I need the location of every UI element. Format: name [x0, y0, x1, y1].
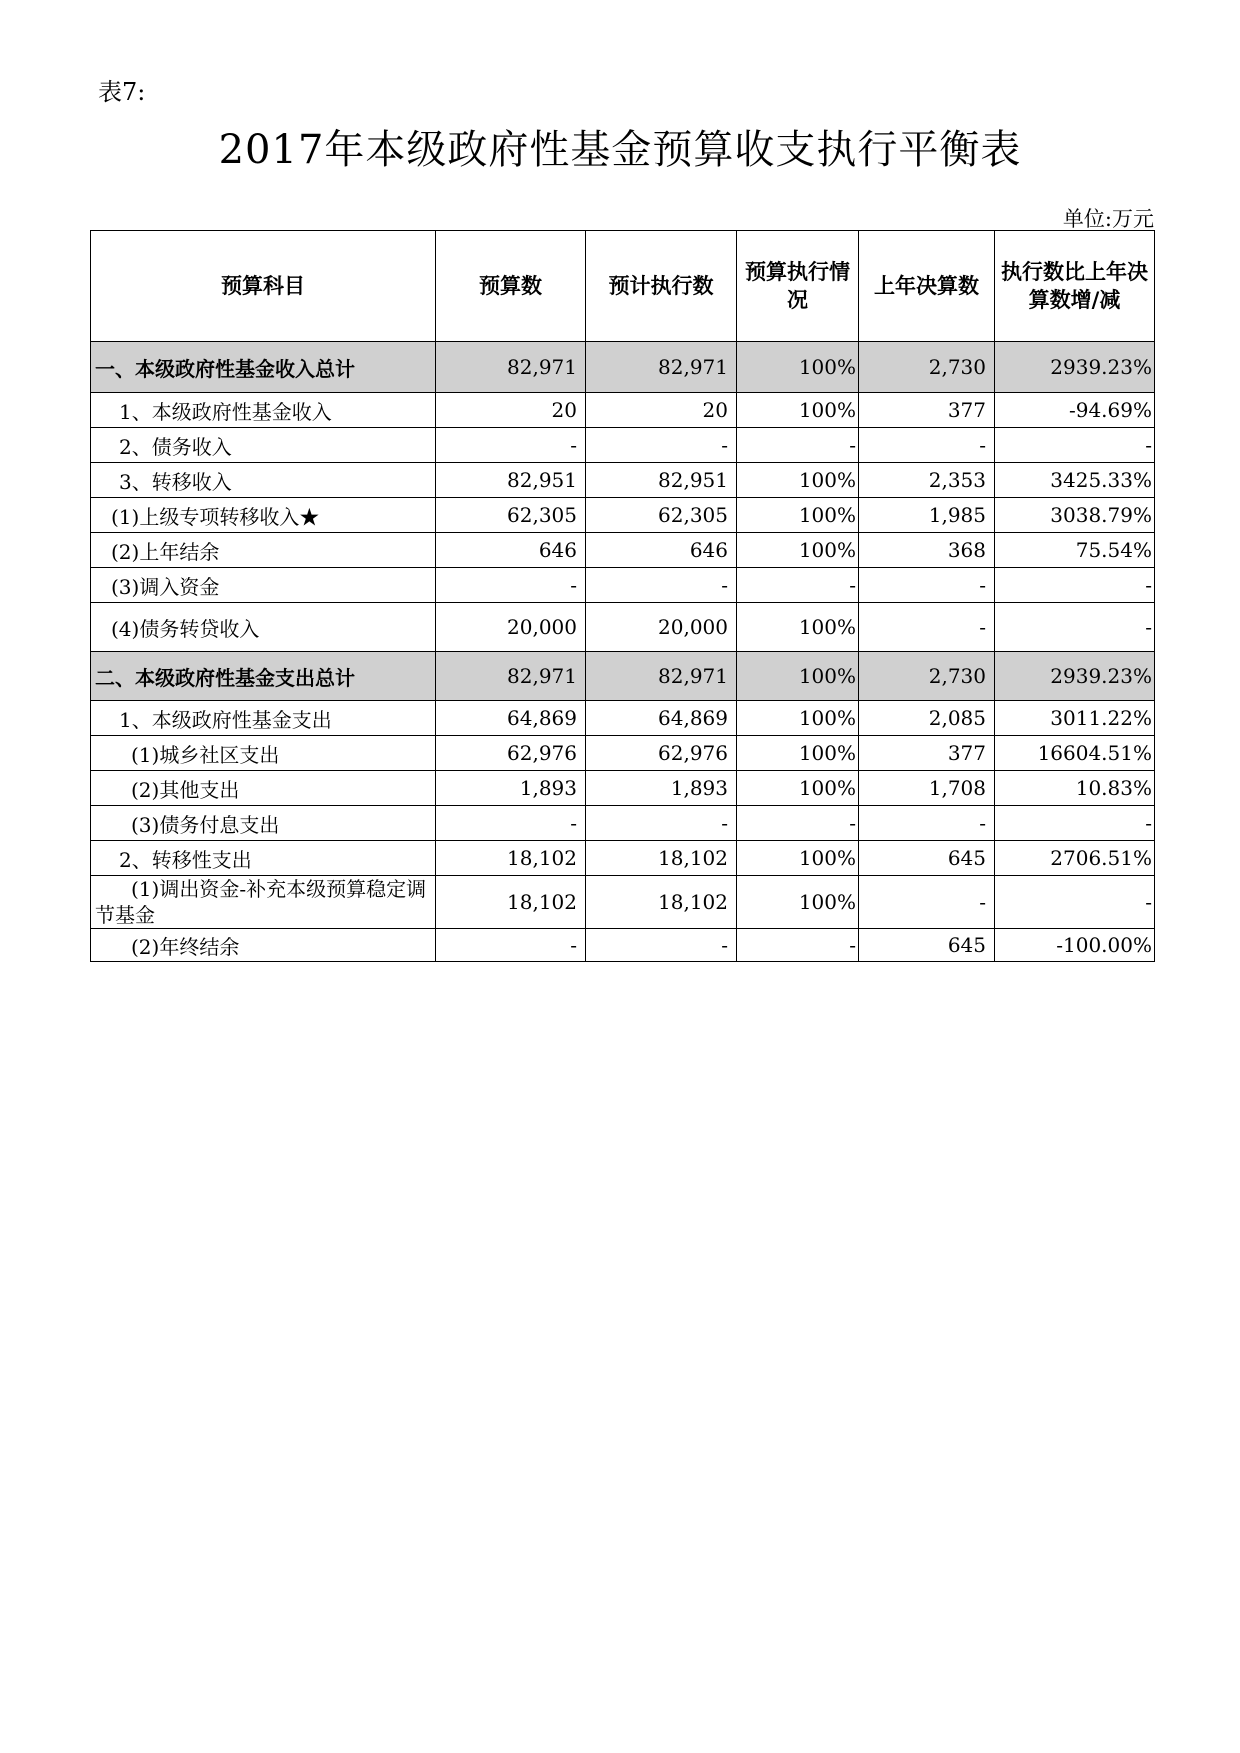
cell-exec-status: 100%	[737, 393, 859, 428]
header-row	[91, 231, 1155, 342]
cell-budget: 646	[436, 533, 586, 568]
row-name: 1、本级政府性基金收入	[91, 393, 436, 428]
cell-last-year: 1,985	[859, 498, 995, 533]
cell-exec-status: 100%	[737, 841, 859, 876]
cell-expected: -	[586, 568, 737, 603]
row-name: 2、债务收入	[91, 428, 436, 463]
cell-last-year: 2,353	[859, 463, 995, 498]
table-row	[91, 876, 1155, 929]
cell-exec-status: -	[737, 929, 859, 962]
row-name: (2)其他支出	[91, 771, 436, 806]
cell-last-year: 645	[859, 929, 995, 962]
table-row	[91, 533, 1155, 568]
row-name: (4)债务转贷收入	[91, 603, 436, 652]
cell-change: 2939.23%	[995, 342, 1155, 393]
cell-budget: 62,305	[436, 498, 586, 533]
cell-exec-status: 100%	[737, 771, 859, 806]
cell-change: 3425.33%	[995, 463, 1155, 498]
cell-change: 75.54%	[995, 533, 1155, 568]
header-item: 预算科目	[91, 231, 436, 342]
cell-exec-status: 100%	[737, 652, 859, 701]
cell-budget: 20	[436, 393, 586, 428]
cell-expected: -	[586, 428, 737, 463]
cell-budget: 1,893	[436, 771, 586, 806]
cell-last-year: -	[859, 806, 995, 841]
cell-last-year: 368	[859, 533, 995, 568]
cell-change: -	[995, 428, 1155, 463]
cell-exec-status: 100%	[737, 463, 859, 498]
cell-budget: 18,102	[436, 841, 586, 876]
header-expected: 预计执行数	[586, 231, 737, 342]
cell-change: 10.83%	[995, 771, 1155, 806]
cell-expected: -	[586, 806, 737, 841]
cell-expected: 64,869	[586, 701, 737, 736]
table-row	[91, 929, 1155, 962]
cell-change: -	[995, 568, 1155, 603]
row-name: (2)年终结余	[91, 929, 436, 962]
table-row	[91, 568, 1155, 603]
cell-budget: 82,971	[436, 652, 586, 701]
cell-last-year: -	[859, 876, 995, 929]
row-name: 一、本级政府性基金收入总计	[91, 342, 436, 393]
cell-exec-status: 100%	[737, 736, 859, 771]
cell-change: 2706.51%	[995, 841, 1155, 876]
table-row	[91, 841, 1155, 876]
cell-budget: -	[436, 929, 586, 962]
row-name: (1)上级专项转移收入★	[91, 498, 436, 533]
row-name: (2)上年结余	[91, 533, 436, 568]
cell-exec-status: 100%	[737, 342, 859, 393]
table-row	[91, 652, 1155, 701]
cell-budget: 18,102	[436, 876, 586, 929]
cell-change: -94.69%	[995, 393, 1155, 428]
cell-budget: -	[436, 806, 586, 841]
cell-expected: 1,893	[586, 771, 737, 806]
cell-budget: -	[436, 428, 586, 463]
cell-expected: 20,000	[586, 603, 737, 652]
header-last-year: 上年决算数	[859, 231, 995, 342]
cell-expected: 62,976	[586, 736, 737, 771]
cell-last-year: 645	[859, 841, 995, 876]
cell-expected: 18,102	[586, 876, 737, 929]
budget-table	[90, 230, 1155, 962]
cell-change: -	[995, 876, 1155, 929]
cell-budget: 82,971	[436, 342, 586, 393]
cell-change: 3011.22%	[995, 701, 1155, 736]
row-name: 2、转移性支出	[91, 841, 436, 876]
table-row	[91, 498, 1155, 533]
table-row	[91, 603, 1155, 652]
cell-last-year: 377	[859, 393, 995, 428]
row-name: 1、本级政府性基金支出	[91, 701, 436, 736]
table-row	[91, 463, 1155, 498]
cell-change: 16604.51%	[995, 736, 1155, 771]
header-exec-status: 预算执行情况	[737, 231, 859, 342]
row-name: (3)债务付息支出	[91, 806, 436, 841]
table-number: 表7:	[98, 78, 146, 106]
cell-budget: -	[436, 568, 586, 603]
cell-expected: 20	[586, 393, 737, 428]
row-name: (3)调入资金	[91, 568, 436, 603]
cell-budget: 82,951	[436, 463, 586, 498]
cell-exec-status: 100%	[737, 603, 859, 652]
cell-expected: -	[586, 929, 737, 962]
cell-last-year: 377	[859, 736, 995, 771]
cell-last-year: -	[859, 568, 995, 603]
cell-exec-status: 100%	[737, 498, 859, 533]
cell-exec-status: -	[737, 568, 859, 603]
table-row	[91, 342, 1155, 393]
row-name: 二、本级政府性基金支出总计	[91, 652, 436, 701]
table-row	[91, 701, 1155, 736]
header-budget: 预算数	[436, 231, 586, 342]
unit-label: 单位:万元	[1062, 207, 1154, 231]
cell-expected: 82,951	[586, 463, 737, 498]
cell-change: -100.00%	[995, 929, 1155, 962]
row-name: 3、转移收入	[91, 463, 436, 498]
cell-exec-status: -	[737, 428, 859, 463]
cell-change: -	[995, 806, 1155, 841]
cell-expected: 82,971	[586, 652, 737, 701]
cell-expected: 646	[586, 533, 737, 568]
cell-last-year: 2,730	[859, 652, 995, 701]
page-title: 2017年本级政府性基金预算收支执行平衡表	[218, 127, 1022, 173]
row-name: (1)调出资金-补充本级预算稳定调节基金	[91, 876, 436, 929]
cell-expected: 18,102	[586, 841, 737, 876]
header-change: 执行数比上年决算数增/减	[995, 231, 1155, 342]
table-row	[91, 428, 1155, 463]
cell-exec-status: 100%	[737, 533, 859, 568]
table-row	[91, 806, 1155, 841]
table-row	[91, 736, 1155, 771]
cell-last-year: 1,708	[859, 771, 995, 806]
cell-last-year: 2,730	[859, 342, 995, 393]
cell-last-year: 2,085	[859, 701, 995, 736]
cell-budget: 20,000	[436, 603, 586, 652]
cell-change: 3038.79%	[995, 498, 1155, 533]
cell-change: -	[995, 603, 1155, 652]
cell-last-year: -	[859, 428, 995, 463]
cell-exec-status: -	[737, 806, 859, 841]
cell-exec-status: 100%	[737, 876, 859, 929]
row-name: (1)城乡社区支出	[91, 736, 436, 771]
cell-budget: 62,976	[436, 736, 586, 771]
cell-last-year: -	[859, 603, 995, 652]
cell-expected: 62,305	[586, 498, 737, 533]
cell-expected: 82,971	[586, 342, 737, 393]
cell-exec-status: 100%	[737, 701, 859, 736]
table-row	[91, 771, 1155, 806]
table-row	[91, 393, 1155, 428]
cell-budget: 64,869	[436, 701, 586, 736]
cell-change: 2939.23%	[995, 652, 1155, 701]
